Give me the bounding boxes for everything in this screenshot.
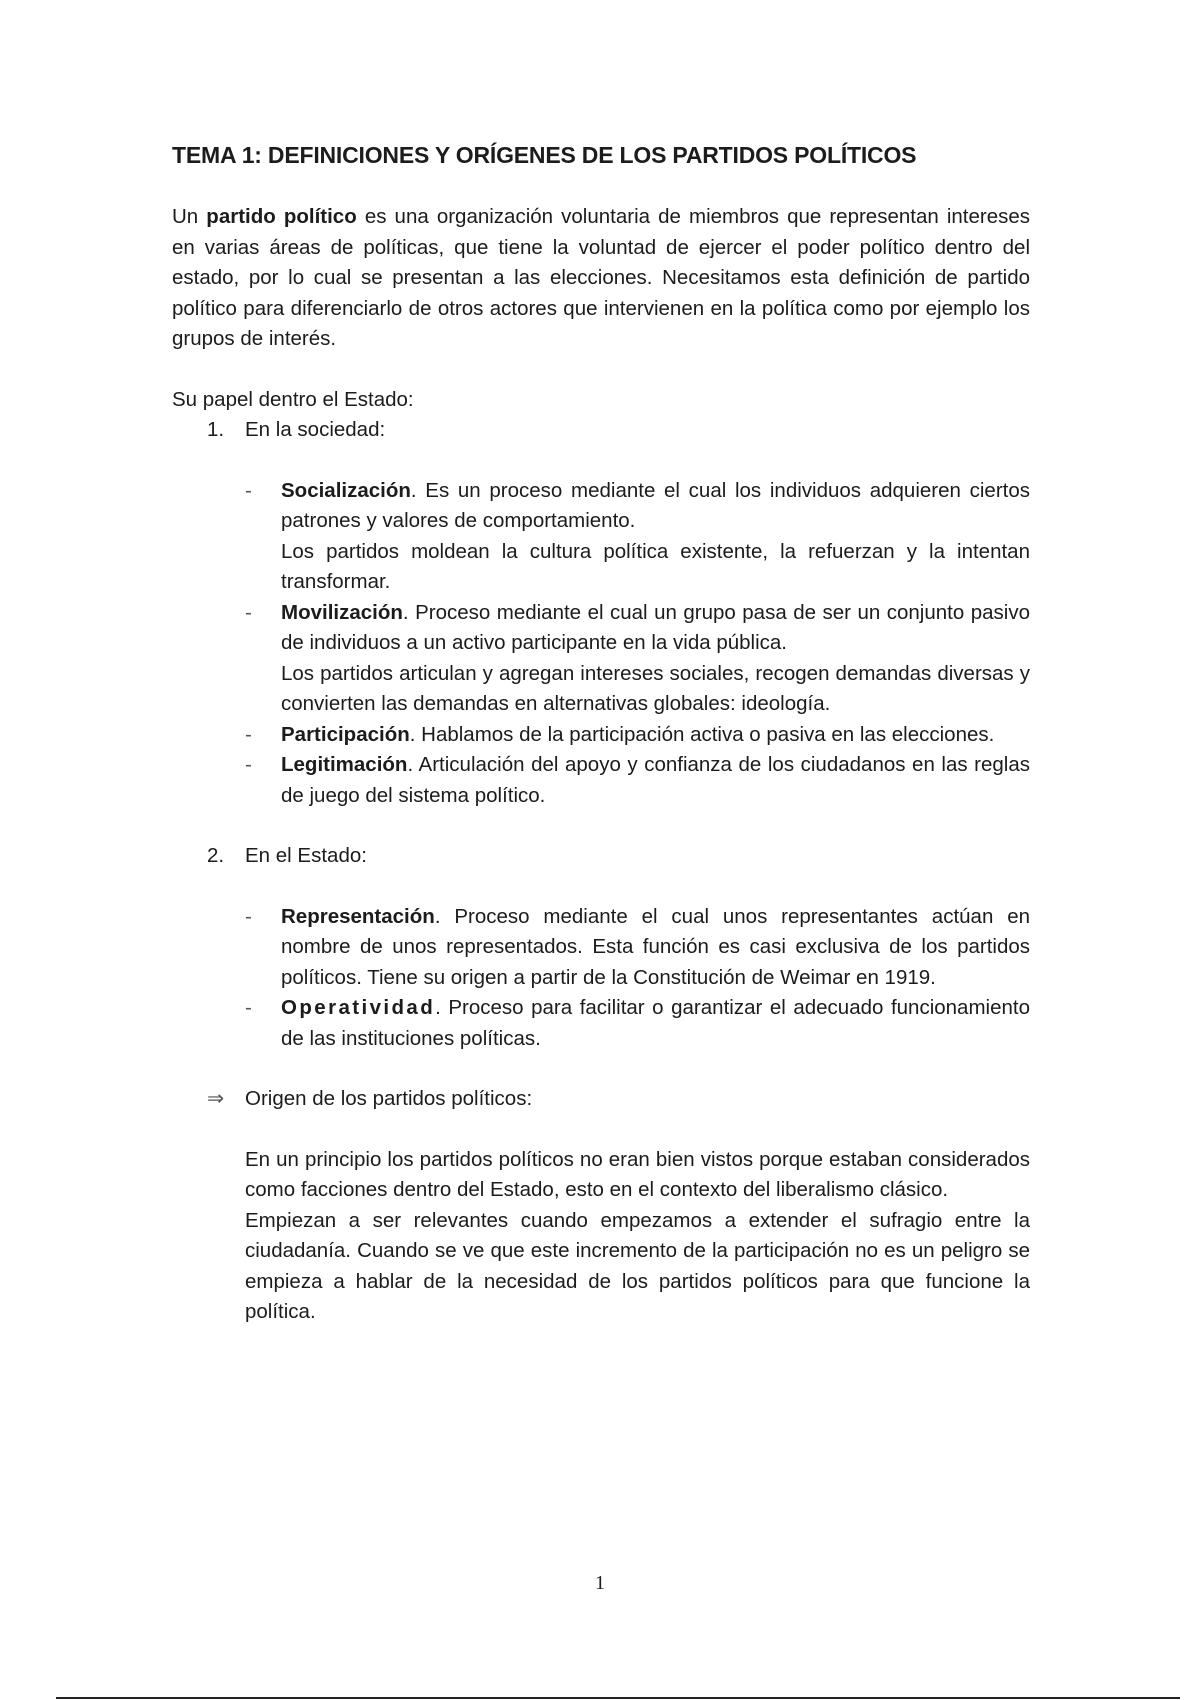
item-term: Representación [281, 904, 435, 928]
section-number: 2. [207, 844, 225, 867]
section-number: 1. [207, 418, 225, 441]
item-text: . Proceso para facilitar o garantizar el adecuado funcionamiento de las instituciones políticas. [281, 996, 1030, 1050]
origin-heading [207, 1084, 1030, 1115]
item-term: Legitimación [281, 753, 408, 776]
bullet-dash: - [245, 600, 252, 624]
intro-term: partido político [206, 205, 357, 228]
item-extra: Los partidos articulan y agregan intereses sociales, recogen demandas diversas y convierten las demandas en alternativas globales: ideología. [281, 661, 1030, 715]
section-label: En el Estado: [245, 844, 367, 867]
origin-label: Origen de los partidos políticos: [245, 1087, 533, 1110]
section-2-list [172, 902, 1030, 1055]
page-title: TEMA 1: DEFINICIONES Y ORÍGENES DE LOS PARTIDOS POLÍTICOS [172, 142, 917, 168]
list-item [172, 598, 1030, 720]
item-text: . Hablamos de la participación activa o pasiva en las elecciones. [409, 722, 995, 746]
page-number: 1 [595, 1572, 605, 1594]
intro-rest: es una organización voluntaria de miembros que representan intereses en varias áreas de políticas, que tiene la voluntad de ejercer el poder político dentro del estado, por lo cual se presentan a las elecciones. Necesitamos esta definición de partido político para diferenciarlo de otros actores que intervienen en la política como por ejemplo los grupos de interés. [172, 205, 1031, 350]
list-item [172, 993, 1030, 1054]
item-extra: Los partidos moldean la cultura política existente, la refuerzan y la intentan transformar. [281, 539, 1030, 593]
bullet-dash: - [245, 753, 252, 776]
item-text: . Proceso mediante el cual un grupo pasa de ser un conjunto pasivo de individuos a un activo participante en la vida pública. [281, 600, 1030, 654]
item-term: Socialización [281, 478, 411, 502]
section-heading [207, 841, 1030, 872]
origin-paragraph-1: En un principio los partidos políticos no eran bien vistos porque estaban considerados como facciones dentro del Estado, esto en el contexto del liberalismo clásico. [245, 1147, 1030, 1201]
item-text: . Articulación del apoyo y confianza de los ciudadanos en las reglas de juego del sistema político. [281, 753, 1030, 807]
intro-lead: Un [172, 205, 207, 228]
list-item [172, 750, 1030, 811]
item-text: . Proceso mediante el cual unos representantes actúan en nombre de unos representados. Esta función es casi exclusiva de los partidos políticos. Tiene su origen a partir de la Constitución de Weimar en 1919. [281, 904, 1030, 989]
bottom-rule [56, 1697, 1180, 1699]
item-term: Movilización [281, 600, 403, 624]
bullet-dash: - [245, 904, 252, 928]
bullet-dash: - [245, 996, 252, 1019]
item-term: Participación [281, 722, 410, 746]
arrow-icon: ⇒ [207, 1087, 225, 1110]
document-content [172, 138, 1030, 1328]
item-term: Operatividad [281, 996, 436, 1019]
intro-paragraph [172, 202, 1030, 355]
section-label: En la sociedad: [245, 418, 386, 441]
item-text: . Es un proceso mediante el cual los individuos adquieren ciertos patrones y valores de comportamiento. [281, 478, 1030, 532]
bullet-dash: - [245, 722, 252, 746]
list-item [172, 902, 1030, 994]
list-item [172, 720, 1030, 751]
bullet-dash: - [245, 478, 252, 502]
origin-paragraph-2: Empiezan a ser relevantes cuando empezamos a extender el sufragio entre la ciudadanía. Cuando se ve que este incremento de la participación no es un peligro se empieza a hablar de la necesidad de los partidos políticos para que funcione la política. [245, 1208, 1030, 1323]
role-label: Su papel dentro el Estado: [172, 387, 414, 411]
list-item [172, 476, 1030, 598]
section-1-list [172, 476, 1030, 812]
section-heading [207, 415, 1030, 446]
origin-body [245, 1145, 1030, 1328]
